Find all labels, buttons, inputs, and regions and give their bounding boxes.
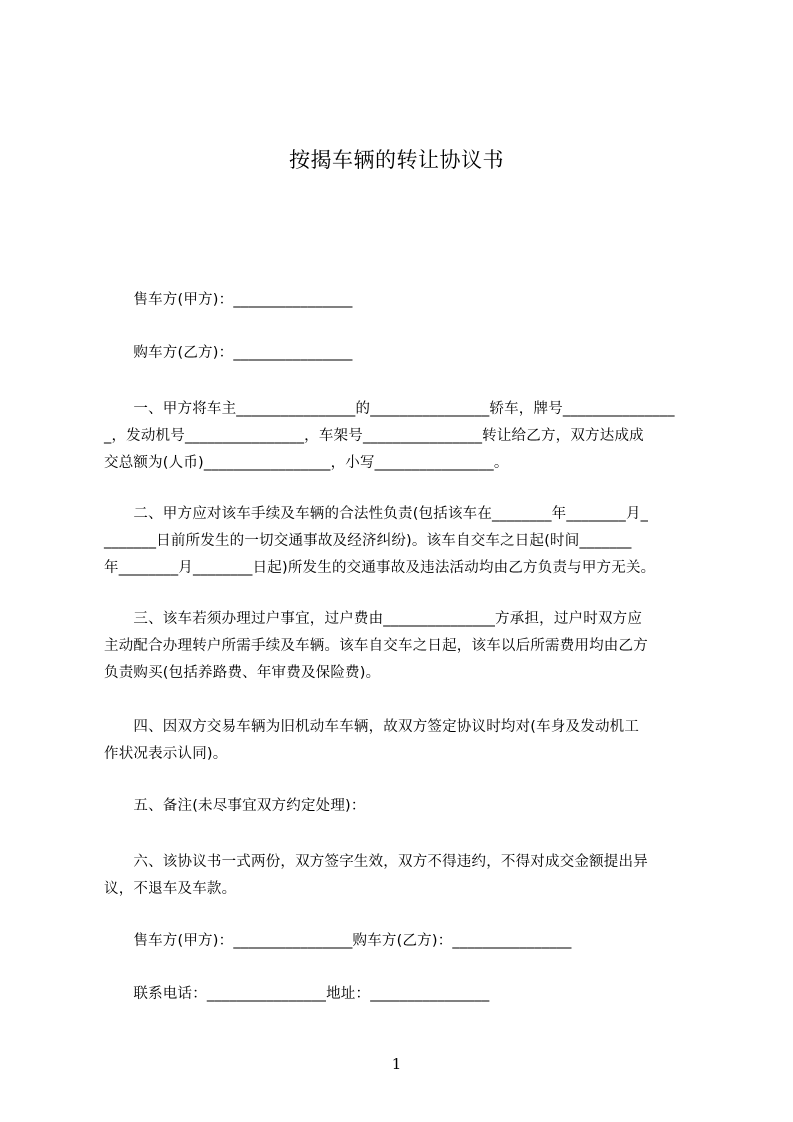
clause-2-line-2: _______日前所发生的一切交通事故及经济纠纷)。该车自交车之日起(时间_______ (104, 533, 632, 549)
clause-3-line-1: 三、该车若须办理过户事宜，过户费由_______________方承担，过户时双方应 (104, 611, 643, 627)
document-title: 按揭车辆的转让协议书 (289, 148, 504, 172)
clause-1-line-2: _，发动机号________________，车架号________________转让给乙方，双方达成成 (104, 428, 644, 444)
clause-4-line-1: 四、因双方交易车辆为旧机动车车辆，故双方签定协议时均对(车身及发动机工 (104, 719, 640, 735)
clause-6-line-2: 议，不退车及车款。 (104, 881, 237, 897)
clause-6-line-1: 六、该协议书一式两份，双方签字生效，双方不得违约，不得对成交金额提出异 (104, 854, 648, 870)
signature-line: 售车方(甲方)：________________购车方(乙方)：________________ (104, 933, 572, 949)
clause-3-line-3: 负责购买(包括养路费、年审费及保险费)。 (104, 665, 381, 681)
clause-4-line-2: 作状况表示认同)。 (104, 746, 228, 762)
clause-1-line-3: 交总额为(人币)_________________，小写________________。 (104, 455, 509, 471)
clause-2-line-1: 二、甲方应对该车手续及车辆的合法性负责(包括该车在________年________月_ (104, 506, 649, 522)
contact-line: 联系电话：________________地址：________________ (104, 986, 490, 1002)
seller-line: 售车方(甲方)：________________ (104, 292, 353, 308)
clause-2-line-3: 年________月________日起)所发生的交通事故及违法活动均由乙方负责与甲方无关。 (104, 560, 656, 576)
clause-1-line-1: 一、甲方将车主________________的________________轿车，牌号_______________ (104, 401, 675, 417)
clause-5-line: 五、备注(未尽事宜双方约定处理)： (104, 798, 366, 814)
buyer-line: 购车方(乙方)：________________ (104, 345, 353, 361)
clause-3-line-2: 主动配合办理转户所需手续及车辆。该车自交车之日起，该车以后所需费用均由乙方 (104, 638, 648, 654)
page-number: 1 (391, 1055, 402, 1073)
